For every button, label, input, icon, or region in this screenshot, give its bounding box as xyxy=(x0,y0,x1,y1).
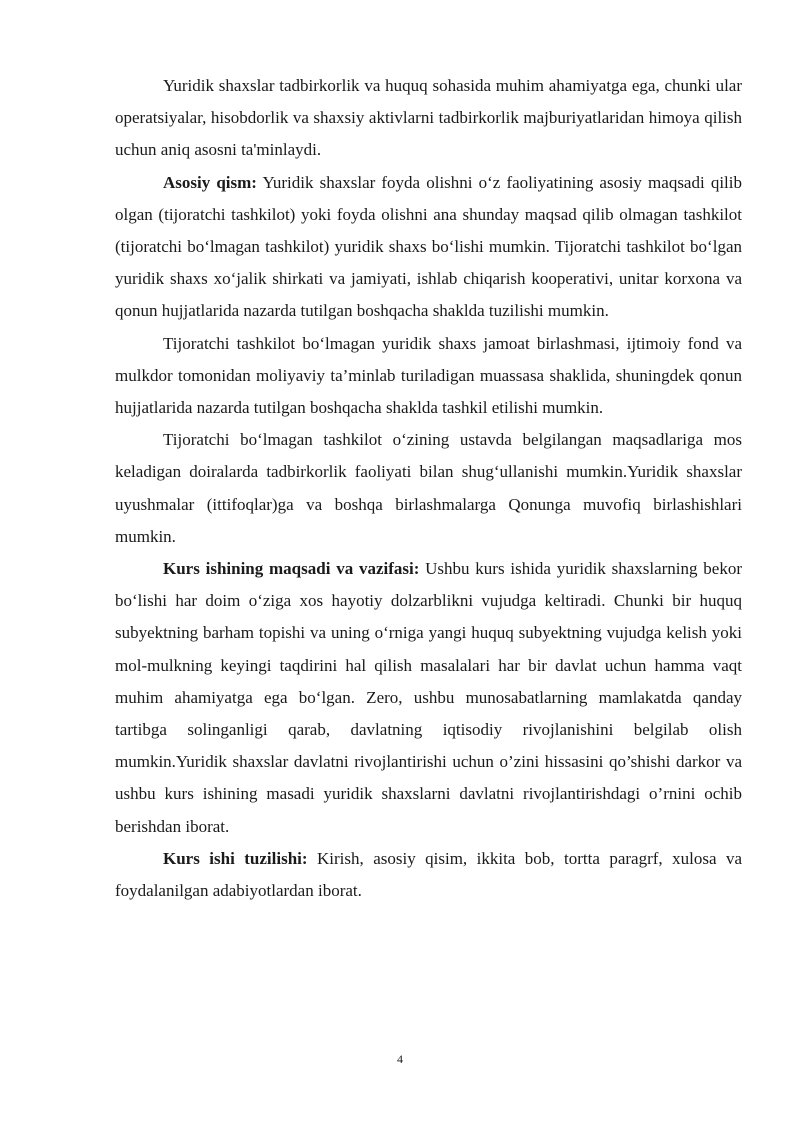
paragraph-intro xyxy=(115,70,742,167)
paragraph-text: Tijoratchi bo‘lmagan tashkilot o‘zining ustavda belgilangan maqsadlariga mos keladigan doiralarda tadbirkorlik faoliyati bilan shug‘ullanishi mumkin.Yuridik shaxslar uyushmalar (ittifoqlar)ga va boshqa birlashmalarga Qonunga muvofiq birlashishlari mumkin. xyxy=(115,430,742,546)
paragraph-heading: Kurs ishining maqsadi va vazifasi: xyxy=(163,559,420,579)
paragraph-heading: Kurs ishi tuzilishi: xyxy=(163,848,308,868)
paragraph-text: Yuridik shaxslar tadbirkorlik va huquq sohasida muhim ahamiyatga ega, chunki ular operatsiyalar, hisobdorlik va shaxsiy aktivlarni tadbirkorlik majburiyatlaridan himoya qilish uchun aniq asosni ta'minlaydi. xyxy=(115,76,742,160)
paragraph-purpose xyxy=(115,553,742,843)
paragraph-business-activity xyxy=(115,424,742,553)
paragraph-text: Kirish, asosiy qisim, ikkita bob, tortta paragrf, xulosa va foydalanilgan adabiyotlardan iborat. xyxy=(115,848,742,901)
paragraph-structure xyxy=(115,843,742,907)
paragraph-text: Tijoratchi tashkilot bo‘lmagan yuridik shaxs jamoat birlashmasi, ijtimoiy fond va mulkdor tomonidan moliyaviy ta’minlab turiladigan muassasa shaklida, shuningdek qonun hujjatlarida nazarda tutilgan boshqacha shaklda tashkil etilishi mumkin. xyxy=(115,333,742,418)
paragraph-text: Ushbu kurs ishida yuridik shaxslarning bekor bo‘lishi har doim o‘ziga xos hayotiy dolzarblikni vujudga keltiradi. Chunki bir huquq subyektning barham topishi va uning o‘rniga yangi huquq subyektning vujudga kelish yoki mol-mulkning keyingi taqdirini hal qilish masalalari har bir davlat uchun hamma vaqt muhim ahamiyatga ega bo‘lgan. Zero, ushbu munosabatlarning mamlakatda qanday tartibga solinganligi qarab, davlatning iqtisodiy rivojlanishini belgilab olish mumkin.Yuridik shaxslar davlatni rivojlantirishi uchun o’zini hissasini qo’shishi darkor va ushbu kurs ishining masadi yuridik shaxslarni davlatni rivojlantirishdagi o’rnini ochib berishdan iborat. xyxy=(115,559,742,836)
paragraph-main-part xyxy=(115,167,742,328)
paragraph-heading: Asosiy qism: xyxy=(163,172,257,192)
paragraph-text: Yuridik shaxslar foyda olishni o‘z faoliyatining asosiy maqsadi qilib olgan (tijoratchi tashkilot) yoki foyda olishni ana shunday maqsad qilib olmagan tashkilot (tijoratchi bo‘lmagan tashkilot) yuridik shaxs bo‘lishi mumkin. Tijoratchi tashkilot bo‘lgan yuridik shaxs xo‘jalik shirkati va jamiyati, ishlab chiqarish kooperativi, unitar korxona va qonun hujjatlarida nazarda tutilgan boshqacha shaklda tuzilishi mumkin. xyxy=(115,172,742,321)
document-page xyxy=(115,70,742,907)
paragraph-non-commercial xyxy=(115,328,742,425)
page-number: 4 xyxy=(397,1052,403,1066)
